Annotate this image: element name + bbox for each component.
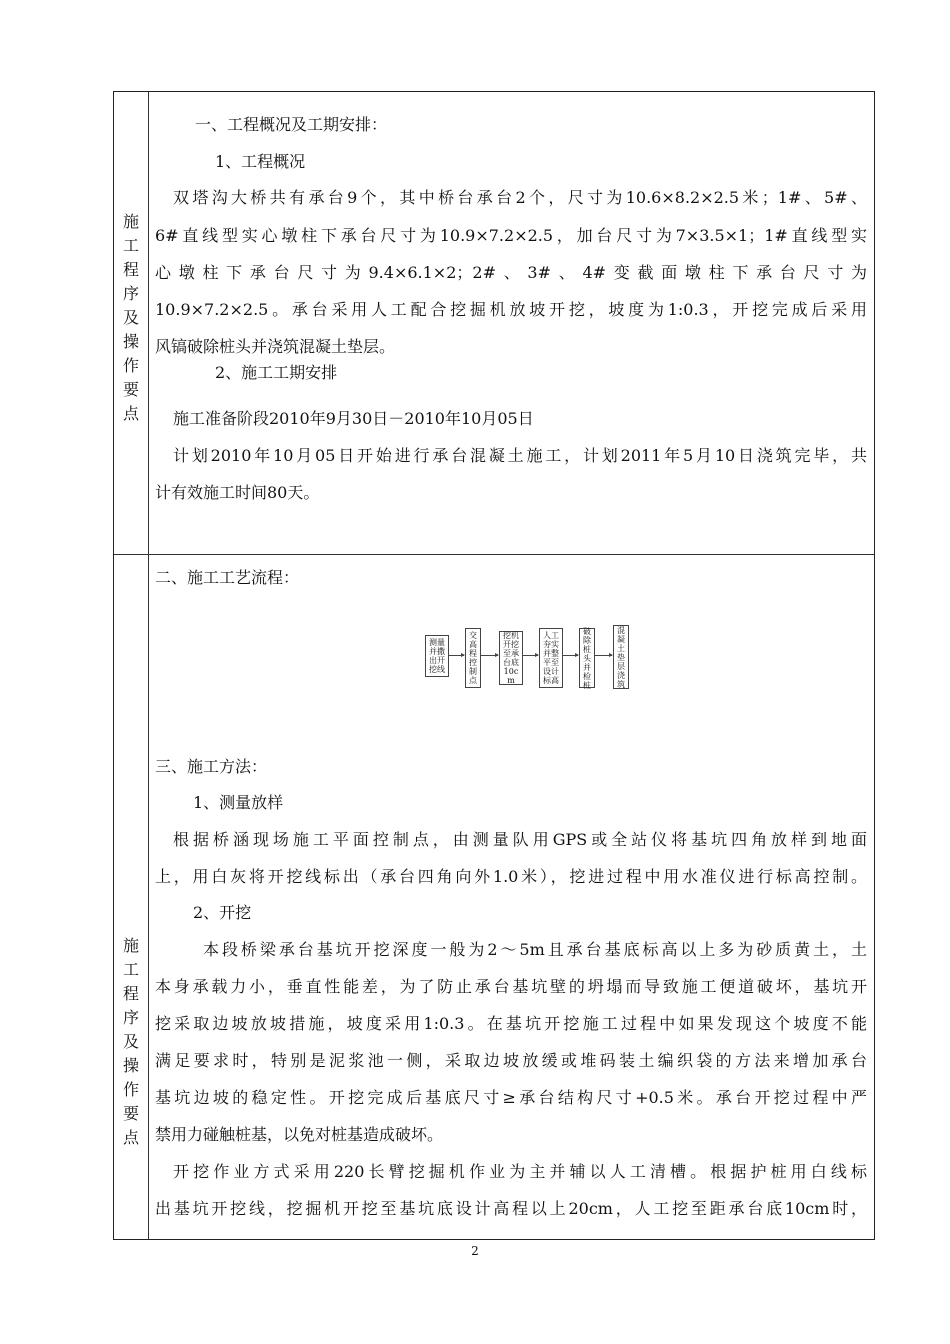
process-flow-chart <box>425 625 635 690</box>
page-number: 2 <box>471 1244 479 1258</box>
section3-p2-line: 满足要求时，特别是泥浆池一侧，采取边坡放缓或堆码装土编织袋的方法来增加承台 <box>155 1051 867 1070</box>
section1-p1-line: 10.9×7.2×2.5。承台采用人工配合挖掘机放坡开挖，坡度为1:0.3，开挖完成后采用 <box>155 300 867 319</box>
section3-sub2: 2、开挖 <box>193 903 252 922</box>
flow-arrow <box>480 655 498 656</box>
section3-p3-line: 开挖作业方式采用220长臂挖掘机作业为主并辅以人工清槽。根据护桩用白线标 <box>173 1162 867 1181</box>
flow-arrow <box>522 655 538 656</box>
section1-heading: 一、工程概况及工期安排： <box>195 115 388 134</box>
section3-p1-line: 上，用白灰将开挖线标出（承台四角向外1.0米），挖进过程中用水准仪进行标高控制。 <box>155 867 867 886</box>
section1-p3-line: 计有效施工时间80天。 <box>155 483 320 502</box>
section3-p3-line: 出基坑开挖线，挖掘机开挖至基坑底设计高程以上20cm，人工挖至距承台底10cm时， <box>155 1199 867 1218</box>
section3-sub1: 1、测量放样 <box>193 793 284 812</box>
section1-p2: 施工准备阶段2010年9月30日－2010年10月05日 <box>173 409 534 428</box>
section3-heading: 三、施工方法： <box>155 757 268 776</box>
section1-p1-line: 双塔沟大桥共有承台9个，其中桥台承台2个，尺寸为10.6×8.2×2.5米；1#、5#、 <box>173 188 867 207</box>
section1-p3-line: 计划2010年10月05日开始进行承台混凝土施工，计划2011年5月10日浇筑完毕，共 <box>173 446 867 465</box>
flow-step-survey: 测量并撒出开挖线 <box>425 635 449 677</box>
section3-p2-line: 本段桥梁承台基坑开挖深度一般为2～5m且承台基底标高以上多为砂质黄土，土 <box>203 940 867 959</box>
section1-p1-line: 心墩柱下承台尺寸为9.4×6.1×2；2#、3#、4#变截面墩柱下承台尺寸为 <box>155 263 867 282</box>
section1-sub1: 1、工程概况 <box>215 152 306 171</box>
flow-arrow <box>594 655 612 656</box>
side-label-bottom: 施 工 程 序 及 操 作 要 点 <box>122 936 139 1147</box>
row-divider <box>114 554 874 555</box>
section1-p1-line: 风镐破除桩头并浇筑混凝土垫层。 <box>155 337 396 356</box>
flow-step-cushion: 混凝土垫层浇筑 <box>613 625 629 689</box>
section2-heading: 二、施工工艺流程： <box>155 568 300 587</box>
section3-p2-line: 基坑边坡的稳定性。开挖完成后基底尺寸≥承台结构尺寸+0.5米。承台开挖过程中严 <box>155 1088 867 1107</box>
section3-p2-line: 禁用力碰触桩基，以免对桩基造成破坏。 <box>155 1125 444 1144</box>
column-divider <box>148 92 149 1239</box>
flow-arrow <box>562 655 578 656</box>
side-label-top: 施 工 程 序 及 操 作 要 点 <box>122 212 139 423</box>
section3-p2-line: 本身承载力小，垂直性能差，为了防止承台基坑壁的坍塌而导致施工便道破坏，基坑开 <box>155 977 867 996</box>
flow-step-pile-head: 破除桩头并检桩 <box>579 628 595 688</box>
section3-p1-line: 根据桥涵现场施工平面控制点，由测量队用GPS或全站仪将基坑四角放样到地面 <box>173 830 867 849</box>
section1-p1-line: 6#直线型实心墩柱下承台尺寸为10.9×7.2×2.5，加台尺寸为7×3.5×1；1#直线型实 <box>155 226 867 245</box>
flow-step-elevation: 交高程控制点 <box>465 628 481 688</box>
flow-step-excavate: 挖机开挖至承台底10cm <box>499 631 523 685</box>
section1-sub2: 2、施工工期安排 <box>215 363 338 382</box>
section3-p2-line: 挖采取边坡放坡措施，坡度采用1:0.3。在基坑开挖施工过程中如果发现这个坡度不能 <box>155 1014 867 1033</box>
flow-arrow <box>448 655 464 656</box>
flow-step-compact: 人工夯实并整平至设计标高 <box>539 628 563 688</box>
